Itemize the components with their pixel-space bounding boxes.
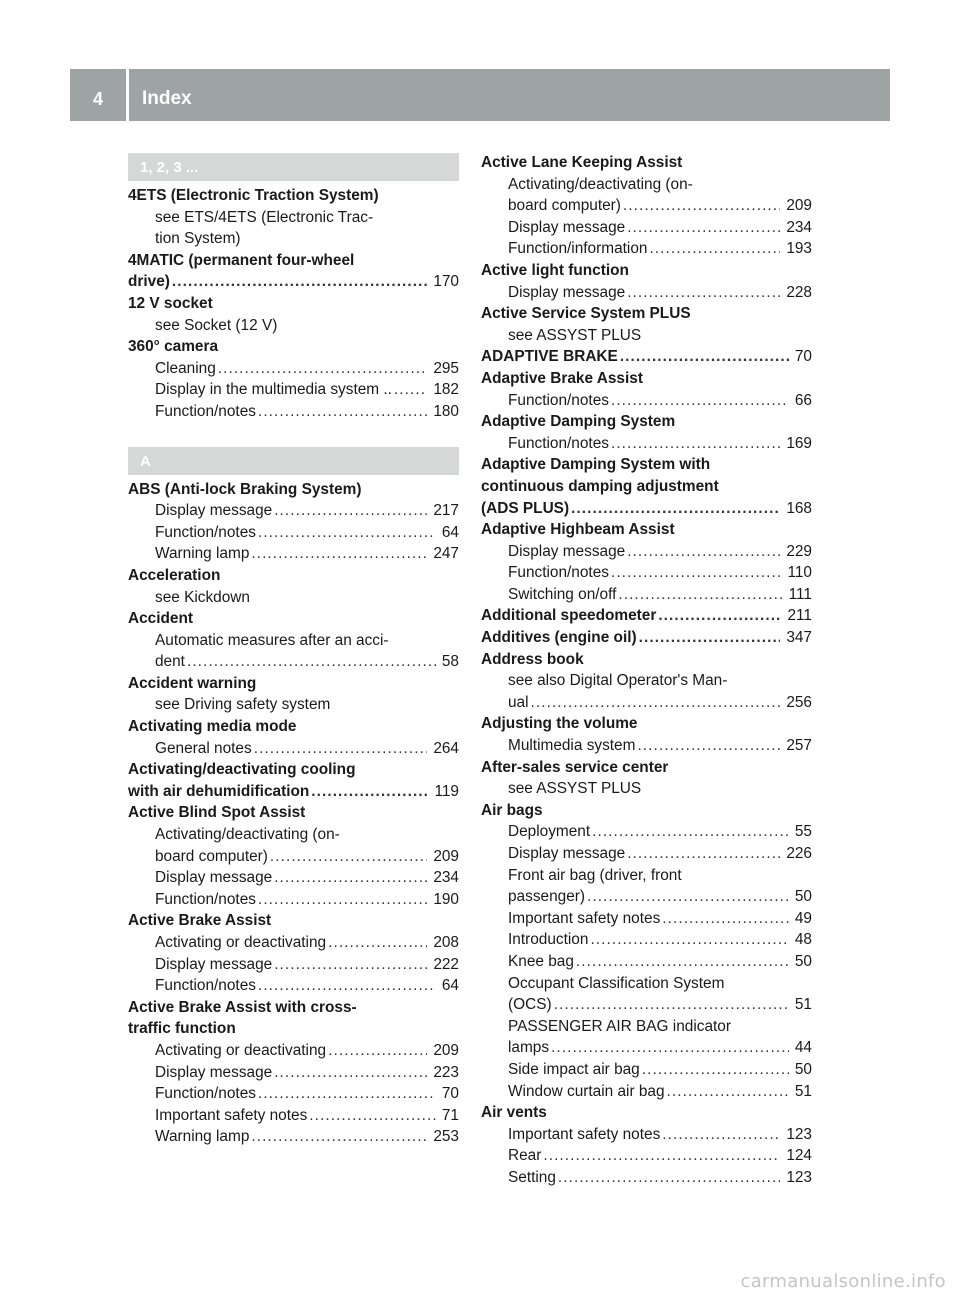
entry-text: Display message	[508, 542, 626, 560]
index-subentry: tion System)	[155, 230, 241, 248]
index-term: Accident warning	[128, 674, 257, 692]
leader-dots	[274, 500, 427, 522]
entry-text: ual	[508, 693, 529, 711]
leader-dots	[611, 433, 780, 455]
index-term: Adaptive Damping System with	[481, 456, 711, 474]
index-subentry	[481, 994, 812, 1016]
index-subentry	[481, 562, 812, 584]
entry-text: Setting	[508, 1168, 556, 1186]
leader-dots	[543, 1145, 780, 1167]
index-subentry	[481, 238, 812, 260]
index-subentry	[128, 1040, 459, 1062]
index-subentry	[481, 886, 812, 908]
page-reference: 48	[794, 931, 812, 949]
index-subentry	[481, 951, 812, 973]
index-subentry: Front air bag (driver, front	[508, 866, 682, 884]
leader-dots	[587, 886, 789, 908]
leader-dots	[658, 605, 781, 627]
leader-dots	[328, 932, 427, 954]
index-term: Air bags	[481, 801, 543, 819]
entry-text: Display in the multimedia system ..	[155, 381, 392, 399]
leader-dots	[270, 846, 427, 868]
leader-dots	[258, 401, 427, 423]
index-subentry	[481, 195, 812, 217]
index-subentry	[481, 735, 812, 757]
leader-dots	[611, 390, 789, 412]
leader-dots	[172, 271, 427, 293]
entry-text: General notes	[155, 739, 252, 757]
index-term: 12 V socket	[128, 294, 213, 312]
page-reference: 209	[786, 197, 812, 215]
entry-text: Switching on/off	[508, 585, 617, 603]
index-subentry	[481, 390, 812, 412]
page-reference: 110	[787, 564, 812, 582]
leader-dots	[576, 951, 789, 973]
entry-text: board computer)	[508, 197, 621, 215]
index-subentry: see ETS/4ETS (Electronic Trac-	[155, 208, 374, 226]
index-subentry	[481, 929, 812, 951]
entry-text: Rear	[508, 1147, 542, 1165]
entry-text: Important safety notes	[155, 1106, 308, 1124]
index-term: Activating/deactivating cooling	[128, 761, 356, 779]
leader-dots	[258, 522, 436, 544]
index-term	[128, 271, 459, 293]
entry-text: Display message	[155, 1063, 273, 1081]
page-reference: 51	[794, 996, 812, 1014]
entry-text: Function/notes	[155, 402, 256, 420]
page-reference: 64	[441, 523, 459, 541]
index-term: Address book	[481, 650, 584, 668]
leader-dots	[328, 1040, 427, 1062]
page-reference: 229	[786, 542, 812, 560]
index-subentry: Occupant Classification System	[508, 974, 725, 992]
page-reference: 44	[794, 1039, 812, 1057]
index-subentry	[128, 500, 459, 522]
leader-dots	[627, 282, 780, 304]
index-subentry	[128, 846, 459, 868]
index-subentry	[481, 692, 812, 714]
leader-dots	[627, 217, 780, 239]
leader-dots	[627, 541, 780, 563]
index-term: Active Brake Assist	[128, 912, 272, 930]
entry-text: Display message	[155, 869, 273, 887]
page-reference: 228	[786, 283, 812, 301]
page-reference: 208	[433, 934, 459, 951]
leader-dots	[309, 1105, 436, 1127]
page-reference: 209	[433, 1041, 459, 1059]
index-subentry: see also Digital Operator's Man-	[508, 672, 728, 690]
entry-text: Deployment	[508, 823, 591, 841]
page-reference: 190	[433, 890, 459, 908]
index-subentry	[481, 1081, 812, 1103]
index-subentry	[481, 843, 812, 865]
leader-dots	[623, 195, 780, 217]
leader-dots	[218, 358, 428, 380]
leader-dots	[667, 1081, 789, 1103]
index-term: Active Brake Assist with cross-	[128, 998, 357, 1016]
index-term	[481, 627, 812, 649]
index-term	[481, 605, 812, 627]
leader-dots	[187, 651, 436, 673]
index-term: ABS (Anti-lock Braking System)	[128, 480, 362, 498]
entry-text: Side impact air bag	[508, 1060, 640, 1078]
index-subentry: Activating/deactivating (on-	[508, 175, 693, 193]
entry-text: Function/notes	[155, 1085, 256, 1103]
page-reference: 264	[433, 739, 459, 757]
entry-text: Function/notes	[155, 890, 256, 908]
page-reference: 123	[786, 1168, 812, 1186]
leader-dots	[662, 1124, 780, 1146]
page-reference: 253	[433, 1128, 459, 1146]
leader-dots	[274, 954, 427, 976]
index-subentry: see ASSYST PLUS	[508, 326, 642, 344]
leader-dots	[554, 994, 789, 1016]
index-term: Active Service System PLUS	[481, 305, 691, 323]
index-subentry: PASSENGER AIR BAG indicator	[508, 1017, 731, 1035]
index-subentry	[128, 867, 459, 889]
index-subentry: Automatic measures after an acci-	[155, 631, 389, 649]
index-term: Adaptive Damping System	[481, 413, 676, 431]
leader-dots	[531, 692, 781, 714]
entry-text: ADAPTIVE BRAKE	[481, 348, 618, 366]
index-subentry	[128, 1062, 459, 1084]
leader-dots	[311, 781, 428, 803]
index-subentry	[128, 889, 459, 911]
page-reference: 193	[786, 240, 812, 258]
leader-dots	[394, 379, 427, 401]
entry-text: Cleaning	[155, 359, 216, 377]
page-reference: 70	[441, 1085, 459, 1103]
index-term: After-sales service center	[481, 758, 669, 776]
entry-text: Warning lamp	[155, 545, 250, 563]
page-reference: 209	[433, 847, 459, 865]
page-reference: 51	[794, 1082, 812, 1100]
page-reference: 295	[433, 359, 459, 377]
page-reference: 124	[786, 1147, 812, 1165]
page-reference: 123	[786, 1125, 812, 1143]
index-subentry	[128, 379, 459, 401]
entry-text: Display message	[155, 502, 273, 520]
page-reference: 50	[794, 952, 812, 970]
page-reference: 119	[434, 782, 459, 800]
header-divider	[126, 69, 129, 121]
leader-dots	[649, 238, 780, 260]
index-subentry	[128, 954, 459, 976]
entry-text: Warning lamp	[155, 1128, 250, 1146]
page-reference: 247	[433, 545, 459, 563]
page-title: Index	[142, 88, 192, 109]
entry-text: drive)	[128, 273, 170, 291]
index-term: Accident	[128, 610, 193, 628]
index-subentry	[128, 932, 459, 954]
entry-text: dent	[155, 653, 185, 671]
index-term: Adjusting the volume	[481, 715, 638, 733]
index-subentry	[128, 1126, 459, 1148]
page-reference: 55	[794, 823, 812, 841]
page-reference: 223	[433, 1063, 459, 1081]
page-reference: 234	[786, 218, 812, 236]
index-subentry	[128, 1105, 459, 1127]
index-subentry	[481, 1037, 812, 1059]
page-reference: 70	[794, 348, 812, 366]
index-term: 4ETS (Electronic Traction System)	[128, 187, 379, 204]
page-reference: 234	[433, 869, 459, 887]
entry-text: Function/notes	[155, 977, 256, 995]
index-term: continuous damping adjustment	[481, 477, 719, 495]
section-heading: A	[128, 447, 459, 475]
index-subentry	[128, 522, 459, 544]
page-reference: 168	[786, 499, 812, 517]
entry-text: Display message	[508, 218, 626, 236]
entry-text: board computer)	[155, 847, 268, 865]
leader-dots	[592, 821, 789, 843]
page-reference: 50	[794, 1060, 812, 1078]
entry-text: (OCS)	[508, 996, 552, 1014]
entry-text: Multimedia system	[508, 737, 636, 755]
index-subentry	[481, 1167, 812, 1189]
index-term: 4MATIC (permanent four-wheel	[128, 251, 355, 269]
watermark: carmanualsonline.info	[740, 1271, 946, 1292]
entry-text: Important safety notes	[508, 1125, 661, 1143]
index-subentry	[481, 282, 812, 304]
entry-text: Function/notes	[508, 391, 609, 409]
leader-dots	[251, 1126, 427, 1148]
page-reference: 50	[794, 888, 812, 906]
leader-dots	[254, 738, 428, 760]
leader-dots	[274, 1062, 427, 1084]
index-column-left	[128, 153, 459, 1148]
leader-dots	[558, 1167, 780, 1189]
index-subentry: see Kickdown	[155, 588, 250, 606]
entry-text: lamps	[508, 1039, 550, 1057]
leader-dots	[618, 584, 782, 606]
leader-dots	[258, 889, 427, 911]
index-subentry	[481, 1145, 812, 1167]
entry-text: Function/notes	[155, 523, 256, 541]
page-reference: 256	[786, 693, 812, 711]
leader-dots	[258, 975, 436, 997]
page-reference: 49	[794, 909, 812, 927]
index-subentry	[481, 908, 812, 930]
index-subentry	[481, 541, 812, 563]
index-subentry	[481, 821, 812, 843]
index-term: traffic function	[128, 1020, 236, 1038]
page-reference: 71	[441, 1106, 459, 1124]
index-subentry	[481, 584, 812, 606]
index-subentry	[481, 1124, 812, 1146]
index-term: Air vents	[481, 1104, 547, 1122]
index-column-right	[481, 152, 812, 1189]
entry-text: with air dehumidification	[128, 782, 310, 800]
index-subentry	[128, 975, 459, 997]
index-subentry: Activating/deactivating (on-	[155, 826, 340, 844]
entry-text: Additives (engine oil)	[481, 629, 637, 647]
entry-text: Additional speedometer	[481, 607, 657, 625]
page-number: 4	[92, 89, 103, 109]
page-reference: 222	[433, 955, 459, 973]
entry-text: Knee bag	[508, 952, 574, 970]
leader-dots	[620, 346, 789, 368]
index-term	[481, 498, 812, 520]
index-term: Active light function	[481, 261, 629, 279]
leader-dots	[662, 908, 789, 930]
entry-text: Display message	[155, 955, 273, 973]
page-header	[70, 69, 890, 121]
index-subentry	[128, 543, 459, 565]
entry-text: Function/notes	[508, 434, 609, 452]
index-subentry	[481, 1059, 812, 1081]
index-subentry	[128, 358, 459, 380]
index-term: Adaptive Brake Assist	[481, 369, 643, 387]
page-reference: 58	[441, 653, 459, 671]
leader-dots	[637, 735, 780, 757]
page-reference: 170	[433, 273, 459, 291]
entry-text: Function/notes	[508, 564, 609, 582]
page-reference: 211	[787, 607, 812, 625]
index-subentry: see Driving safety system	[155, 696, 331, 714]
index-term	[128, 781, 459, 803]
page-reference: 217	[433, 502, 459, 520]
index-term: 360° camera	[128, 338, 219, 356]
index-subentry	[128, 738, 459, 760]
index-subentry	[128, 401, 459, 423]
page-reference: 347	[786, 629, 812, 647]
page-reference: 257	[786, 737, 812, 755]
leader-dots	[611, 562, 781, 584]
leader-dots	[251, 543, 427, 565]
index-term: Activating media mode	[128, 718, 297, 736]
entry-text: (ADS PLUS)	[481, 499, 570, 517]
leader-dots	[639, 627, 781, 649]
index-subentry: see ASSYST PLUS	[508, 780, 642, 798]
leader-dots	[571, 498, 780, 520]
leader-dots	[590, 929, 788, 951]
index-term	[481, 346, 812, 368]
index-term: Active Lane Keeping Assist	[481, 154, 683, 171]
entry-text: Activating or deactivating	[155, 934, 327, 951]
leader-dots	[274, 867, 427, 889]
index-subentry	[128, 1083, 459, 1105]
page-reference: 169	[786, 434, 812, 452]
entry-text: Important safety notes	[508, 909, 661, 927]
entry-text: Display message	[508, 845, 626, 862]
leader-dots	[642, 1059, 789, 1081]
page-reference: 180	[433, 402, 459, 420]
page-reference: 111	[788, 585, 812, 603]
index-subentry	[481, 433, 812, 455]
page-reference: 226	[786, 845, 812, 862]
entry-text: Display message	[508, 283, 626, 301]
leader-dots	[258, 1083, 436, 1105]
index-term: Active Blind Spot Assist	[128, 804, 306, 822]
page-reference: 64	[441, 977, 459, 995]
index-term: Acceleration	[128, 566, 221, 584]
index-subentry	[481, 217, 812, 239]
index-term: Adaptive Highbeam Assist	[481, 521, 675, 539]
leader-dots	[627, 843, 780, 865]
page-reference: 182	[433, 381, 459, 399]
index-subentry: see Socket (12 V)	[155, 316, 278, 334]
entry-text: Function/information	[508, 240, 648, 258]
page-reference: 66	[794, 391, 812, 409]
leader-dots	[551, 1037, 789, 1059]
section-heading: 1, 2, 3 ...	[128, 153, 459, 181]
index-subentry	[128, 651, 459, 673]
entry-text: passenger)	[508, 888, 585, 906]
entry-text: Introduction	[508, 931, 589, 949]
entry-text: Activating or deactivating	[155, 1041, 327, 1059]
entry-text: Window curtain air bag	[508, 1082, 665, 1100]
